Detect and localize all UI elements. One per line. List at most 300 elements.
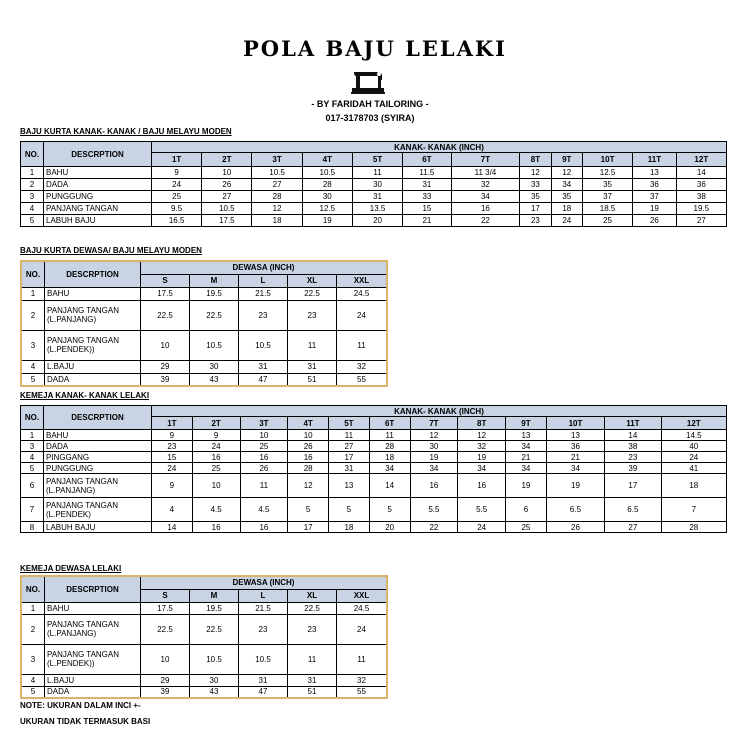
measurement-cell: 14 [152, 522, 193, 533]
row-description [45, 300, 141, 330]
row-description [44, 167, 152, 179]
measurement-cell: 23 [605, 452, 662, 463]
size-header: 8T [520, 153, 551, 167]
measurement-cell: 47 [239, 373, 288, 386]
measurement-cell: 47 [239, 686, 288, 698]
row-description-text: LABUH BAJU [46, 522, 96, 532]
measurement-cell: 23 [239, 300, 288, 330]
table-row [21, 614, 387, 644]
measurement-cell: 10.5 [190, 644, 239, 674]
measurement-cell: 43 [190, 686, 239, 698]
measurement-cell: 6.5 [605, 498, 662, 522]
measurement-cell: 23 [288, 300, 337, 330]
measurement-cell: 51 [288, 686, 337, 698]
measurement-cell: 32 [337, 674, 388, 686]
row-description-detail: (L.PENDEK)) [47, 345, 95, 354]
measurement-cell: 18 [661, 474, 726, 498]
measurement-cell: 14 [369, 474, 410, 498]
size-header: 11T [633, 153, 676, 167]
measurement-cell: 34 [451, 191, 520, 203]
table-row [21, 360, 387, 373]
measurement-cell: 27 [676, 215, 726, 227]
measurement-cell: 16 [240, 452, 288, 463]
row-number: 3 [21, 644, 45, 674]
row-description [44, 463, 152, 474]
section-title: BAJU KURTA DEWASA/ BAJU MELAYU MODEN [20, 246, 202, 255]
measurement-cell: 25 [152, 191, 202, 203]
table-row [21, 330, 387, 360]
measurement-cell: 30 [190, 674, 239, 686]
measurement-cell: 32 [451, 179, 520, 191]
size-header: XL [288, 589, 337, 602]
measurement-cell: 30 [410, 441, 458, 452]
row-description-text: PANJANG TANGAN [46, 204, 119, 213]
measurement-cell: 12 [288, 474, 329, 498]
measurement-cell: 27 [252, 179, 302, 191]
measurement-cell: 13 [633, 167, 676, 179]
measurement-cell: 19.5 [190, 287, 239, 300]
size-header: 4T [288, 417, 329, 430]
measurement-cell: 11 [240, 474, 288, 498]
measurement-cell: 4.5 [240, 498, 288, 522]
measurement-cell: 10.5 [239, 330, 288, 360]
measurement-cell: 34 [506, 441, 547, 452]
section-title: KEMEJA KANAK- KANAK LELAKI [20, 391, 150, 400]
row-description-text: BAHU [47, 603, 70, 613]
row-description-text: L.BAJU [47, 675, 75, 685]
description-header: DESCRPTION [45, 576, 141, 602]
measurement-cell: 34 [410, 463, 458, 474]
measurement-cell: 19 [633, 203, 676, 215]
measurement-cell: 4.5 [192, 498, 240, 522]
no-header: NO. [21, 261, 45, 287]
size-header: XXL [337, 589, 388, 602]
row-description [44, 203, 152, 215]
measurement-cell: 10 [288, 430, 329, 441]
measurement-cell: 22.5 [288, 287, 337, 300]
row-description-text: PINGGANG [46, 452, 90, 462]
measurement-cell: 35 [582, 179, 632, 191]
page-title: POLA BAJU LELAKI [243, 36, 507, 61]
measurement-cell: 10 [141, 644, 190, 674]
measurement-cell: 17 [329, 452, 370, 463]
measurement-cell: 25 [506, 522, 547, 533]
measurement-cell: 17 [288, 522, 329, 533]
measurement-cell: 19 [302, 215, 352, 227]
measurement-cell: 10 [192, 474, 240, 498]
measurement-cell: 24 [337, 300, 388, 330]
measurement-cell: 41 [661, 463, 726, 474]
size-header: XXL [337, 274, 388, 287]
measurement-cell: 12 [551, 167, 582, 179]
size-header: 6T [403, 153, 451, 167]
table-row [21, 474, 727, 498]
measurement-cell: 24 [152, 463, 193, 474]
measurement-cell: 20 [352, 215, 402, 227]
row-number: 5 [21, 215, 44, 227]
measurement-cell: 37 [582, 191, 632, 203]
row-number: 3 [21, 441, 44, 452]
measurement-cell: 39 [141, 373, 190, 386]
measurement-cell: 23 [152, 441, 193, 452]
measurement-cell: 28 [661, 522, 726, 533]
measurement-cell: 22 [451, 215, 520, 227]
table-row [21, 674, 387, 686]
measurement-cell: 23 [239, 614, 288, 644]
table-row [21, 686, 387, 698]
measurement-cell: 18 [329, 522, 370, 533]
table-row [21, 373, 387, 386]
table-row [21, 452, 727, 463]
measurement-cell: 33 [403, 191, 451, 203]
measurement-cell: 24.5 [337, 602, 388, 614]
measurement-cell: 23 [520, 215, 551, 227]
table-row [21, 430, 727, 441]
size-header: S [141, 589, 190, 602]
measurement-cell: 10.5 [202, 203, 252, 215]
measurement-cell: 26 [288, 441, 329, 452]
table-row [21, 441, 727, 452]
measurement-cell: 28 [288, 463, 329, 474]
measurement-cell: 19 [410, 452, 458, 463]
size-header: 9T [551, 153, 582, 167]
row-number: 1 [21, 602, 45, 614]
size-header: 6T [369, 417, 410, 430]
table-row [21, 463, 727, 474]
measurement-cell: 38 [605, 441, 662, 452]
measurement-cell: 5.5 [458, 498, 506, 522]
measurement-cell: 31 [403, 179, 451, 191]
measurement-cell: 7 [661, 498, 726, 522]
row-number: 7 [21, 498, 44, 522]
table-row [21, 522, 727, 533]
measurement-cell: 38 [676, 191, 726, 203]
measurement-cell: 29 [141, 360, 190, 373]
measurement-cell: 15 [152, 452, 193, 463]
row-description [44, 452, 152, 463]
measurement-cell: 26 [546, 522, 604, 533]
measurement-cell: 43 [190, 373, 239, 386]
measurement-cell: 9 [152, 167, 202, 179]
row-number: 4 [21, 203, 44, 215]
row-description-text: L.BAJU [47, 362, 75, 371]
measurement-cell: 34 [551, 179, 582, 191]
row-description [44, 191, 152, 203]
size-header: XL [288, 274, 337, 287]
row-description [45, 686, 141, 698]
size-group-header: KANAK- KANAK (INCH) [152, 406, 727, 417]
size-header: 1T [152, 417, 193, 430]
description-header: DESCRPTION [45, 261, 141, 287]
row-description-text: DADA [46, 441, 69, 451]
row-description-text: DADA [46, 180, 69, 189]
measurement-cell: 39 [141, 686, 190, 698]
size-header: 3T [252, 153, 302, 167]
row-description-text: PUNGGUNG [46, 463, 94, 473]
measurement-cell: 31 [288, 674, 337, 686]
size-header: 3T [240, 417, 288, 430]
size-header: M [190, 274, 239, 287]
measurement-cell: 31 [288, 360, 337, 373]
measurement-cell: 39 [605, 463, 662, 474]
measurement-cell: 10.5 [190, 330, 239, 360]
size-header: 2T [202, 153, 252, 167]
measurement-cell: 22 [410, 522, 458, 533]
measurement-cell: 26 [202, 179, 252, 191]
size-header: 9T [506, 417, 547, 430]
measurement-cell: 31 [352, 191, 402, 203]
sewing-machine-icon [348, 66, 388, 96]
row-description-detail: (L.PENDEK)) [47, 659, 95, 668]
size-header: 8T [458, 417, 506, 430]
measurement-cell: 36 [546, 441, 604, 452]
row-description-text: BAHU [46, 430, 69, 440]
measurement-cell: 31 [239, 360, 288, 373]
measurement-cell: 12 [520, 167, 551, 179]
measurement-cell: 16 [240, 522, 288, 533]
size-header: 7T [410, 417, 458, 430]
measurement-cell: 10.5 [302, 167, 352, 179]
row-description-text: PANJANG TANGAN [47, 650, 120, 659]
measurement-cell: 21 [506, 452, 547, 463]
measurement-cell: 11.5 [403, 167, 451, 179]
measurement-cell: 16 [458, 474, 506, 498]
measurement-cell: 24 [661, 452, 726, 463]
measurement-cell: 19 [546, 474, 604, 498]
row-description-text: PANJANG TANGAN [47, 620, 120, 629]
measurement-cell: 19.5 [676, 203, 726, 215]
size-header: 10T [582, 153, 632, 167]
row-description-text: PANJANG TANGAN [47, 306, 120, 315]
row-number: 2 [21, 614, 45, 644]
measurement-cell: 27 [202, 191, 252, 203]
row-number: 2 [21, 179, 44, 191]
table-row [21, 179, 727, 191]
measurement-cell: 23 [288, 614, 337, 644]
measurement-cell: 34 [458, 463, 506, 474]
measurement-cell: 12.5 [582, 167, 632, 179]
measurement-cell: 12 [410, 430, 458, 441]
size-header: 4T [302, 153, 352, 167]
measurement-cell: 24.5 [337, 287, 388, 300]
size-group-header: DEWASA (INCH) [141, 576, 388, 589]
row-number: 2 [21, 300, 45, 330]
measurement-cell: 16 [192, 522, 240, 533]
measurement-cell: 30 [302, 191, 352, 203]
measurement-cell: 16 [410, 474, 458, 498]
measurement-cell: 19.5 [190, 602, 239, 614]
measurement-cell: 9 [152, 474, 193, 498]
measurement-cell: 29 [141, 674, 190, 686]
row-description [45, 674, 141, 686]
row-description-text: PANJANG TANGAN [46, 500, 119, 510]
size-group-header: DEWASA (INCH) [141, 261, 388, 274]
row-number: 3 [21, 191, 44, 203]
row-number: 5 [21, 686, 45, 698]
measurement-cell: 21.5 [239, 602, 288, 614]
measurement-cell: 25 [582, 215, 632, 227]
row-description [44, 498, 152, 522]
measurement-cell: 13.5 [352, 203, 402, 215]
measurement-cell: 24 [192, 441, 240, 452]
measurement-cell: 18 [369, 452, 410, 463]
phone-number: 017-3178703 (SYIRA) [325, 113, 415, 123]
row-description-detail: (L.PENDEK) [46, 509, 91, 519]
row-description-text: LABUH BAJU [46, 216, 96, 225]
table-row [21, 644, 387, 674]
measurement-cell: 11 [337, 644, 388, 674]
measurement-cell: 24 [152, 179, 202, 191]
measurement-cell: 22.5 [190, 614, 239, 644]
measurement-cell: 13 [546, 430, 604, 441]
measurement-cell: 28 [302, 179, 352, 191]
measurement-cell: 11 3/4 [451, 167, 520, 179]
measurement-cell: 19 [506, 474, 547, 498]
row-description-detail: (L.PANJANG) [47, 629, 97, 638]
measurement-cell: 14.5 [661, 430, 726, 441]
measurement-cell: 27 [605, 522, 662, 533]
row-description [45, 614, 141, 644]
size-header: 7T [451, 153, 520, 167]
row-description-text: PANJANG TANGAN [47, 336, 120, 345]
measurement-cell: 9 [192, 430, 240, 441]
measurement-cell: 5 [288, 498, 329, 522]
table-row [21, 167, 727, 179]
measurement-cell: 13 [329, 474, 370, 498]
measurement-cell: 5 [369, 498, 410, 522]
measurement-cell: 22.5 [141, 614, 190, 644]
row-description [45, 360, 141, 373]
row-number: 8 [21, 522, 44, 533]
row-number: 5 [21, 463, 44, 474]
measurement-cell: 55 [337, 686, 388, 698]
measurement-cell: 24 [551, 215, 582, 227]
measurement-cell: 30 [190, 360, 239, 373]
row-number: 4 [21, 452, 44, 463]
measurement-cell: 55 [337, 373, 388, 386]
size-table-shirt-kids [20, 405, 727, 533]
measurement-cell: 27 [329, 441, 370, 452]
size-header: 2T [192, 417, 240, 430]
row-description-text: PUNGGUNG [46, 192, 94, 201]
note-line: NOTE: UKURAN DALAM INCI +- [20, 701, 141, 710]
measurement-cell: 14 [676, 167, 726, 179]
measurement-cell: 17.5 [141, 287, 190, 300]
measurement-cell: 5 [329, 498, 370, 522]
measurement-cell: 51 [288, 373, 337, 386]
size-table-shirt-adult [20, 575, 388, 699]
size-header: 11T [605, 417, 662, 430]
measurement-cell: 25 [192, 463, 240, 474]
row-number: 4 [21, 360, 45, 373]
size-header: L [239, 589, 288, 602]
measurement-cell: 17 [520, 203, 551, 215]
row-number: 6 [21, 474, 44, 498]
table-row [21, 498, 727, 522]
measurement-cell: 25 [240, 441, 288, 452]
measurement-cell: 22.5 [141, 300, 190, 330]
measurement-cell: 11 [288, 644, 337, 674]
measurement-cell: 36 [633, 179, 676, 191]
measurement-cell: 37 [633, 191, 676, 203]
measurement-cell: 24 [458, 522, 506, 533]
table-row [21, 215, 727, 227]
measurement-cell: 30 [352, 179, 402, 191]
measurement-cell: 11 [369, 430, 410, 441]
row-description [44, 215, 152, 227]
measurement-cell: 32 [458, 441, 506, 452]
measurement-cell: 33 [520, 179, 551, 191]
description-header: DESCRPTION [44, 406, 152, 430]
measurement-cell: 11 [352, 167, 402, 179]
measurement-cell: 20 [369, 522, 410, 533]
measurement-cell: 12.5 [302, 203, 352, 215]
measurement-cell: 10 [240, 430, 288, 441]
section-title: KEMEJA DEWASA LELAKI [20, 564, 122, 573]
measurement-cell: 21.5 [239, 287, 288, 300]
measurement-cell: 21 [403, 215, 451, 227]
size-header: 1T [152, 153, 202, 167]
row-description-text: PANJANG TANGAN [46, 476, 119, 486]
measurement-cell: 5.5 [410, 498, 458, 522]
measurement-cell: 16 [288, 452, 329, 463]
measurement-cell: 9.5 [152, 203, 202, 215]
size-header: 5T [352, 153, 402, 167]
measurement-cell: 18 [551, 203, 582, 215]
measurement-cell: 24 [337, 614, 388, 644]
measurement-cell: 19 [458, 452, 506, 463]
table-row [21, 287, 387, 300]
section-title: BAJU KURTA KANAK- KANAK / BAJU MELAYU MODEN [20, 127, 232, 136]
measurement-cell: 28 [369, 441, 410, 452]
measurement-cell: 17.5 [141, 602, 190, 614]
row-description [44, 522, 152, 533]
measurement-cell: 10.5 [239, 644, 288, 674]
row-description [45, 373, 141, 386]
row-description-detail: (L.PANJANG) [46, 485, 96, 495]
measurement-cell: 9 [152, 430, 193, 441]
table-row [21, 191, 727, 203]
size-header: 12T [661, 417, 726, 430]
measurement-cell: 22.5 [288, 602, 337, 614]
row-number: 1 [21, 287, 45, 300]
size-table-kurta-kids [20, 141, 727, 227]
measurement-cell: 15 [403, 203, 451, 215]
row-description [44, 474, 152, 498]
measurement-cell: 10 [141, 330, 190, 360]
measurement-cell: 22.5 [190, 300, 239, 330]
note-line: UKURAN TIDAK TERMASUK BASI [20, 717, 151, 726]
measurement-cell: 10.5 [252, 167, 302, 179]
row-number: 1 [21, 167, 44, 179]
size-header: 12T [676, 153, 726, 167]
measurement-cell: 34 [506, 463, 547, 474]
measurement-cell: 4 [152, 498, 193, 522]
row-description-text: DADA [47, 687, 70, 697]
row-description [45, 602, 141, 614]
byline: - BY FARIDAH TAILORING - [311, 99, 429, 109]
measurement-cell: 26 [240, 463, 288, 474]
measurement-cell: 18.5 [582, 203, 632, 215]
table-row [21, 602, 387, 614]
table-row [21, 203, 727, 215]
size-group-header: KANAK- KANAK (INCH) [152, 142, 727, 153]
measurement-cell: 16 [451, 203, 520, 215]
size-header: M [190, 589, 239, 602]
measurement-cell: 31 [329, 463, 370, 474]
size-header: 10T [546, 417, 604, 430]
measurement-cell: 11 [288, 330, 337, 360]
